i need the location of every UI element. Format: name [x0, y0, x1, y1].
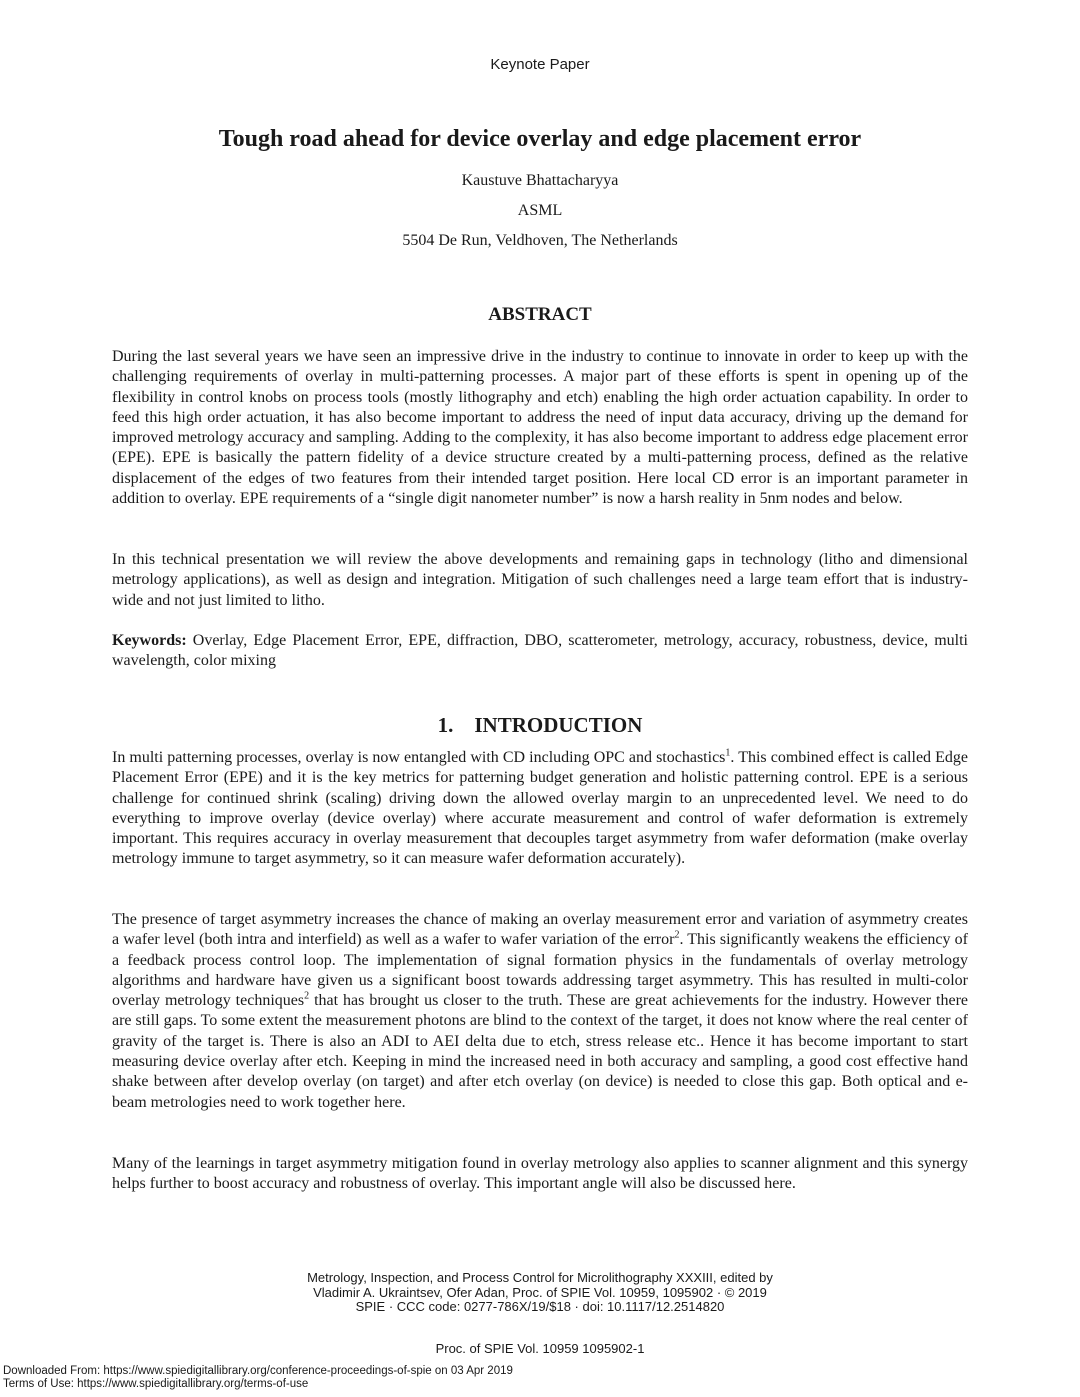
- keywords-list: Overlay, Edge Placement Error, EPE, diffraction, DBO, scatterometer, metrology, accuracy, robustness, device, multi wavelength, color mixing: [112, 632, 968, 670]
- keywords-label: Keywords:: [112, 632, 187, 649]
- running-header: Keynote Paper: [490, 56, 590, 73]
- abstract-paragraph-2: In this technical presentation we will review the above developments and remaining gaps in technology (litho and dimensional metrology applications), as well as design and integration. Mitigation of such challenges need a large team effort that is industry-wide and not just limited to litho.: [112, 551, 968, 609]
- introduction-heading: 1. INTRODUCTION: [437, 713, 643, 737]
- abstract-heading: ABSTRACT: [488, 304, 592, 325]
- abstract-paragraph-1: During the last several years we have seen an impressive drive in the industry to continue to innovate in order to keep up with the challenging requirements of overlay in multi-patterning processes. A major part of these efforts is spent in opening up of the flexibility in control knobs on process tools (mostly lithography and etch) enabling the high order actuation capability. In order to feed this high order actuation, it has also become important to address the need of input data accuracy, driving up the demand for improved metrology accuracy and sampling. Adding to the complexity, it has also become important to address edge placement error (EPE). EPE is basically the pattern fidelity of a device structure created by a multi-patterning process, defined as the relative displacement of the edges of two features from their intended target position. Here local CD error is an important parameter in addition to overlay. EPE requirements of a “single digit nanometer number” is now a harsh reality in 5nm nodes and below.: [112, 348, 968, 508]
- citation-block: [0, 1271, 1080, 1315]
- citation-line-2: Vladimir A. Ukraintsev, Ofer Adan, Proc. of SPIE Vol. 10959, 1095902 · © 2019: [313, 1284, 767, 1300]
- intro-paragraph-3: Many of the learnings in target asymmetry mitigation found in overlay metrology also applies to scanner alignment and this synergy helps further to boost accuracy and robustness of overlay. This important angle will also be discussed here.: [112, 1155, 968, 1193]
- download-notice: [3, 1365, 513, 1390]
- page-identifier: Proc. of SPIE Vol. 10959 1095902-1: [435, 1341, 645, 1356]
- intro-paragraph-2: The presence of target asymmetry increases the chance of making an overlay measurement error and variation of asymmetry creates a wafer level (both intra and interfield) as well as a wafer to wafer variation of the error$^2$. This significantly weakens the efficiency of a feedback process control loop. The implementation of signal formation physics in the fundamentals of overlay metrology algorithms and hardware have given us a significant boost towards addressing target asymmetry. This has resulted in multi-color overlay metrology techniques$^2$ that has brought us closer to the truth. These are great achievements for the industry. However there are still gaps. To some extent the measurement photons are blind to the context of the target, it does not know where the real center of gravity of the target is. There is also an ADI to AEI delta due to etch, stress release etc.. Hence it has become important to start measuring device overlay after etch. Keeping in mind the increased need in both accuracy and sampling, a good cost effective hand shake between after develop overlay (on target) and after etch overlay (on device) is needed to close this gap. Both optical and e-beam metrologies need to work together here.: [112, 911, 969, 1111]
- terms-of-use-link[interactable]: Terms of Use: https://www.spiedigitallibrary.org/terms-of-use: [3, 1377, 309, 1390]
- citation-ref: 1: [725, 747, 731, 759]
- keywords: [112, 631, 968, 672]
- citation-line-1: Metrology, Inspection, and Process Control for Microlithography XXXIII, edited by: [307, 1270, 773, 1285]
- author-name: Kaustuve Bhattacharyya: [461, 172, 619, 189]
- downloaded-from-link[interactable]: Downloaded From: https://www.spiedigitallibrary.org/conference-proceedings-of-spie on 03 Apr 2019: [3, 1365, 513, 1377]
- citation-ref: 2: [674, 929, 680, 941]
- citation-ref: 2: [304, 990, 310, 1002]
- affiliation: ASML: [517, 202, 563, 219]
- address: 5504 De Run, Veldhoven, The Netherlands: [402, 232, 678, 249]
- paper-title: Tough road ahead for device overlay and edge placement error: [218, 126, 862, 152]
- intro-paragraph-1: In multi patterning processes, overlay is now entangled with CD including OPC and stochastics$^1$. This combined effect is called Edge Placement Error (EPE) and it is the key metrics for patterning budget generation and holistic patterning control. EPE is a serious challenge for continued shrink (scaling) driving down the allowed overlay margin to an unprecedented level. We need to do everything to improve overlay (device overlay) where accurate measurement and control of wafer deformation is extremely important. This requires accuracy in overlay measurement that decouples target asymmetry from wafer deformation (make overlay metrology immune to target asymmetry, so it can measure wafer deformation accurately).: [112, 747, 969, 868]
- citation-line-3: SPIE · CCC code: 0277-786X/19/$18 · doi: 10.1117/12.2514820: [355, 1299, 725, 1314]
